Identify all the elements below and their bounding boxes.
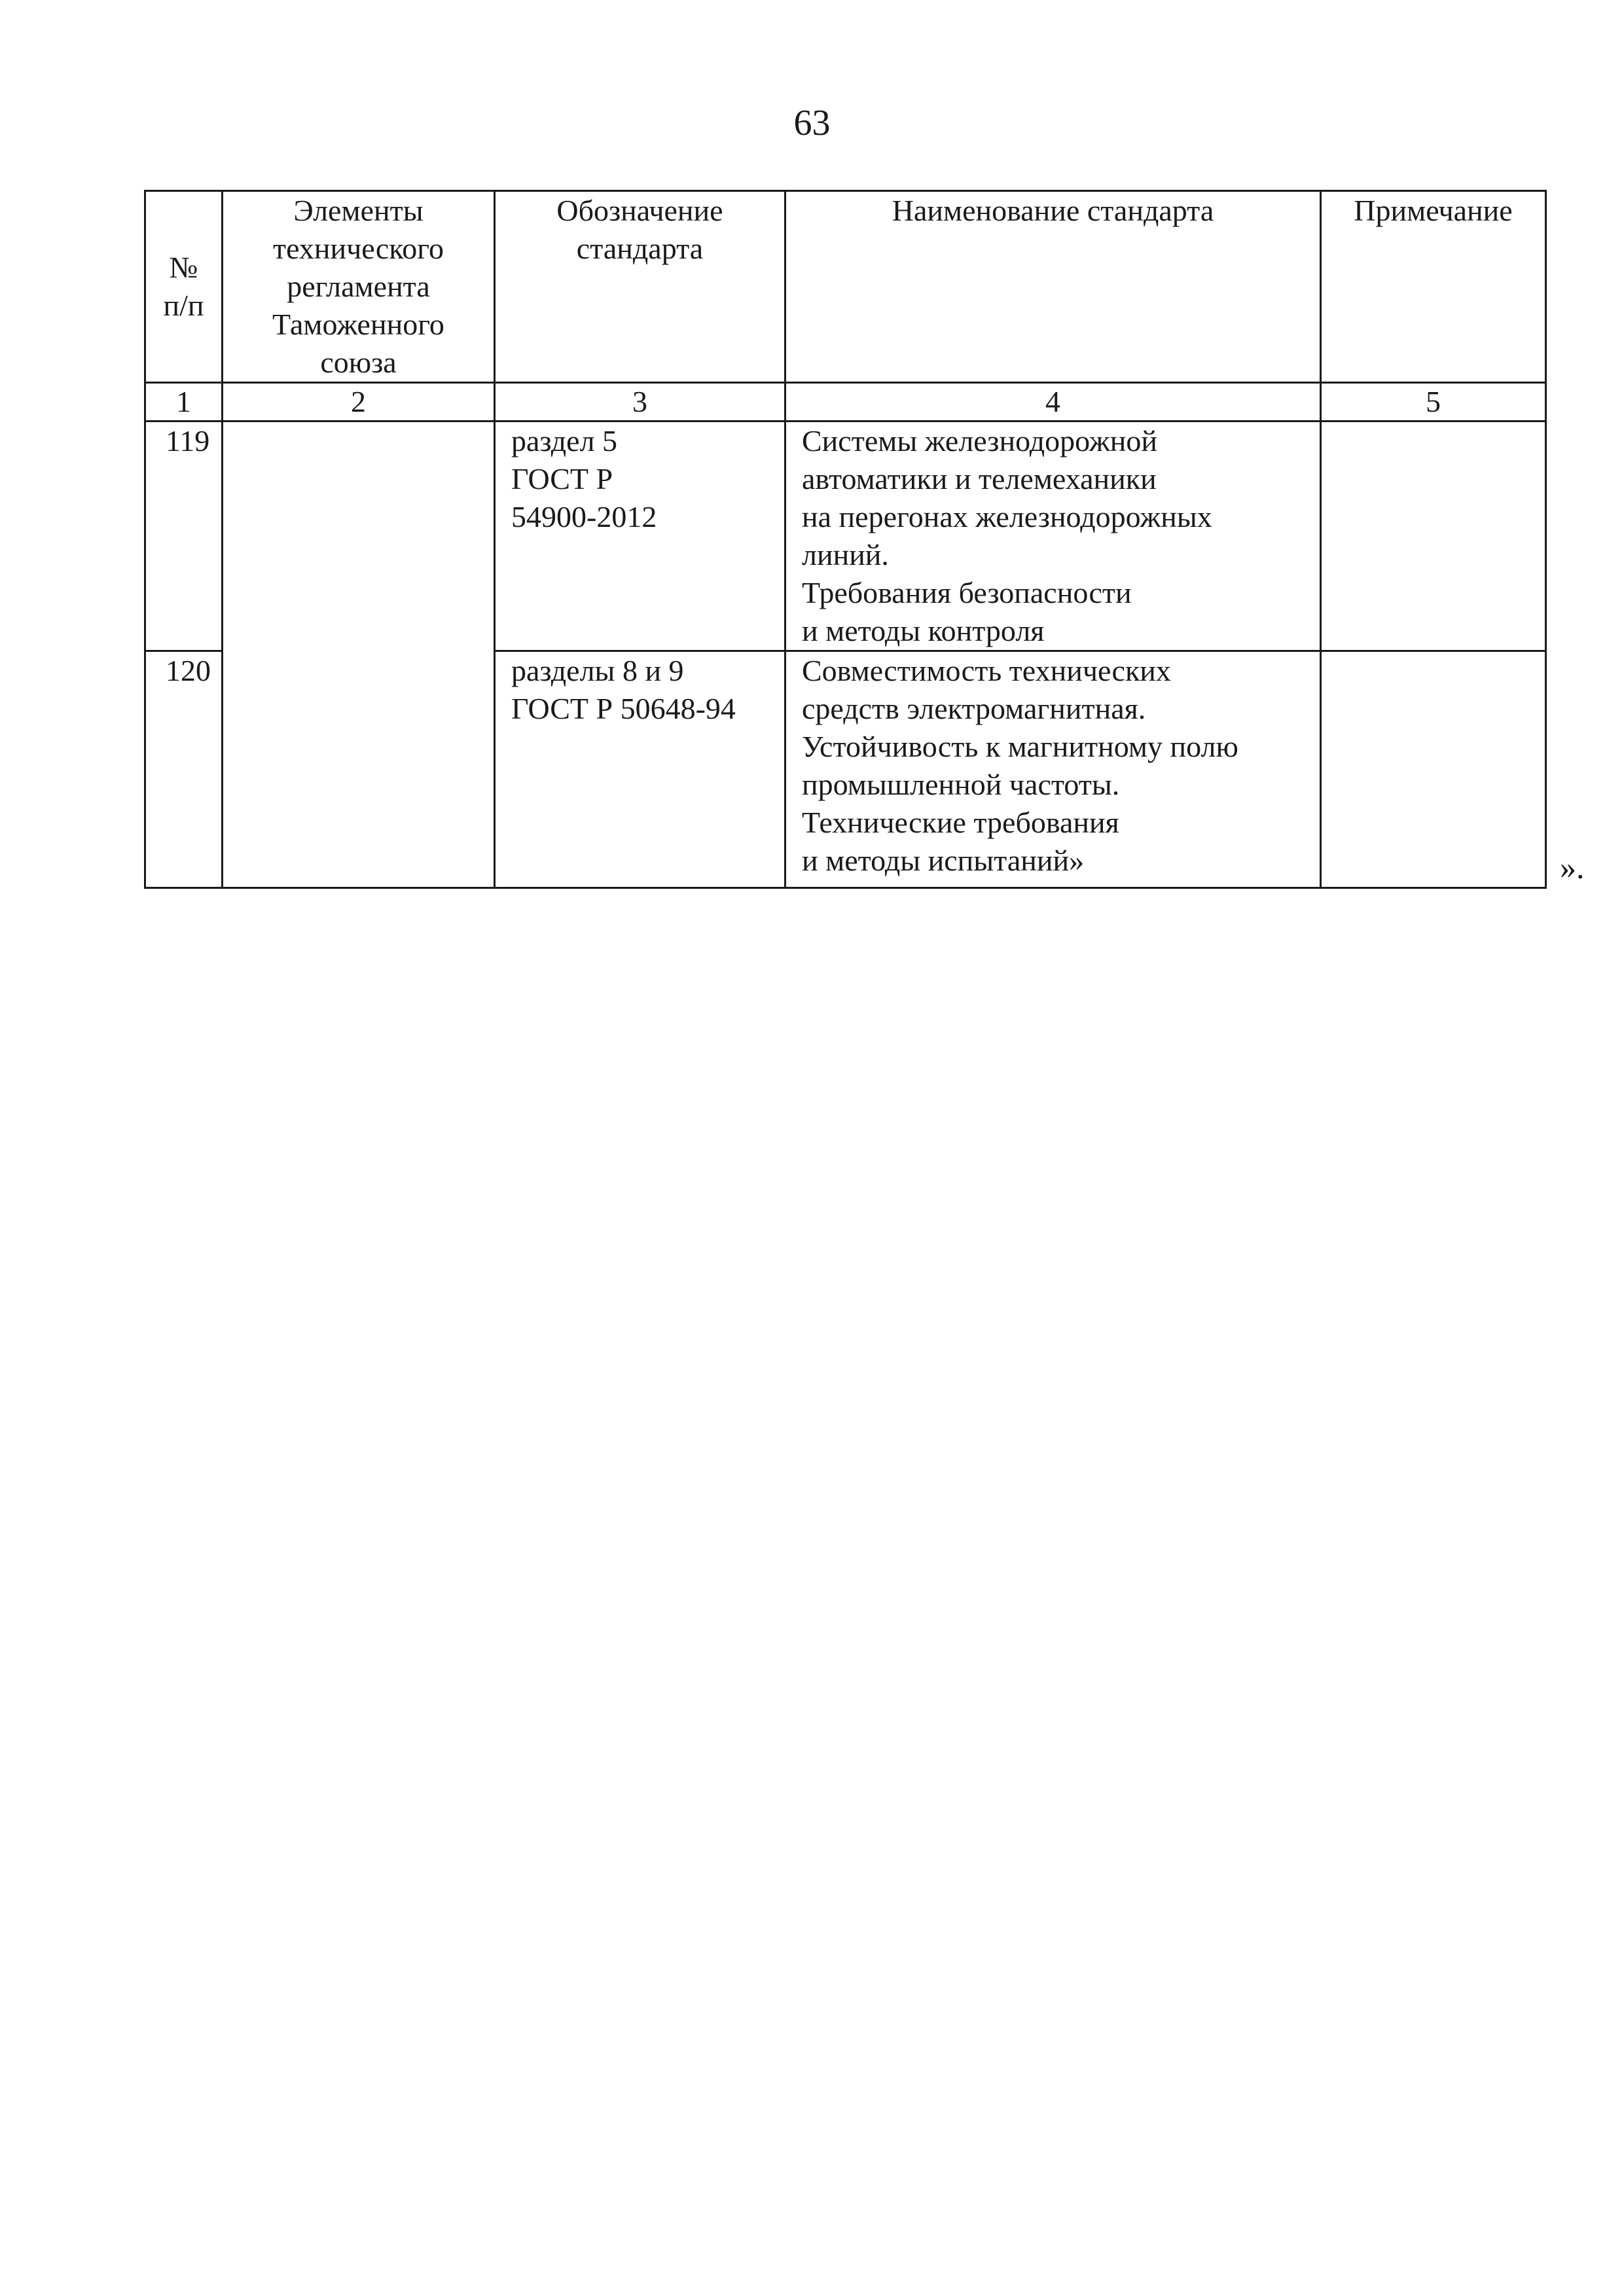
header-number: № п/п xyxy=(145,191,223,383)
page-number: 63 xyxy=(793,103,831,143)
header-note: Примечание xyxy=(1321,191,1546,383)
row-element xyxy=(223,422,495,888)
column-number: 5 xyxy=(1321,383,1546,422)
closing-quote-mark: ». xyxy=(1560,849,1585,886)
column-number: 2 xyxy=(223,383,495,422)
header-elements: Элементы технического регламента Таможенного союза xyxy=(223,191,495,383)
row-note xyxy=(1321,651,1546,888)
header-row xyxy=(145,191,1546,383)
row-number: 119 xyxy=(145,422,223,651)
header-standard-name: Наименование стандарта xyxy=(785,191,1321,383)
row-standard-name: Системы железнодорожной автоматики и телемеханики на перегонах железнодорожных линий. Требования безопасности и методы контроля xyxy=(785,422,1321,651)
column-numbers-row xyxy=(145,383,1546,422)
row-designation: разделы 8 и 9 ГОСТ Р 50648-94 xyxy=(495,651,785,888)
row-standard-name: Совместимость технических средств электромагнитная. Устойчивость к магнитному полю промышленной частоты. Технические требования и методы испытаний» xyxy=(785,651,1321,888)
column-number: 1 xyxy=(145,383,223,422)
row-designation: раздел 5 ГОСТ Р 54900-2012 xyxy=(495,422,785,651)
column-number: 3 xyxy=(495,383,785,422)
row-note xyxy=(1321,422,1546,651)
table-row xyxy=(145,422,1546,651)
column-number: 4 xyxy=(785,383,1321,422)
standards-table xyxy=(144,190,1547,889)
header-designation: Обозначение стандарта xyxy=(495,191,785,383)
row-number: 120 xyxy=(145,651,223,888)
